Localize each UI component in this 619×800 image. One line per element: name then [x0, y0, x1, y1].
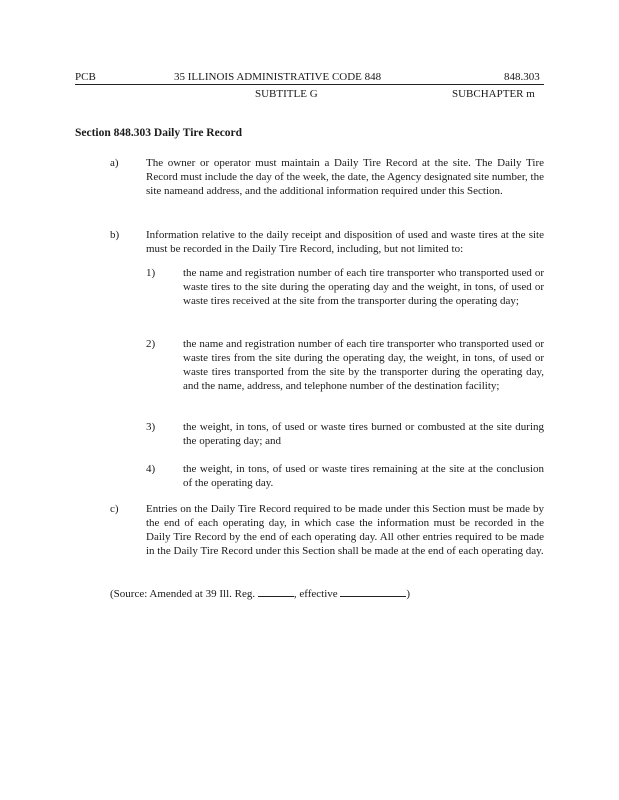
- header-agency: PCB: [75, 71, 96, 83]
- paragraph-c-marker: c): [110, 503, 119, 515]
- header-subchapter: SUBCHAPTER m: [452, 88, 535, 100]
- item-4-marker: 4): [146, 463, 156, 475]
- register-number-blank: [258, 586, 294, 597]
- header-code-title: 35 ILLINOIS ADMINISTRATIVE CODE 848: [174, 71, 382, 83]
- section-title: Section 848.303 Daily Tire Record: [75, 127, 243, 139]
- item-4-text: the weight, in tons, of used or waste tires remaining at the site at the conclusion of the operating day.: [183, 463, 544, 489]
- header-section-number: 848.303: [504, 71, 540, 83]
- header-subtitle: SUBTITLE G: [255, 88, 318, 100]
- paragraph-a-marker: a): [110, 157, 119, 169]
- item-3-marker: 3): [146, 421, 156, 433]
- item-1-marker: 1): [146, 267, 156, 279]
- source-middle: , effective: [293, 588, 338, 600]
- header-rule: [75, 84, 544, 85]
- source-prefix: (Source: Amended at 39 Ill. Reg.: [110, 588, 256, 600]
- paragraph-a-text: The owner or operator must maintain a Daily Tire Record at the site. The Daily Tire Record must include the day of the week, the date, the Agency designated site number, the site nameand address, and the additional information required under this Section.: [146, 157, 544, 197]
- source-note: [110, 586, 410, 601]
- effective-date-blank: [340, 586, 406, 597]
- paragraph-b-text: Information relative to the daily receipt and disposition of used and waste tires at the site must be recorded in the Daily Tire Record, including, but not limited to:: [146, 229, 544, 255]
- item-3-text: the weight, in tons, of used or waste tires burned or combusted at the site during the operating day; and: [183, 421, 544, 447]
- paragraph-b-marker: b): [110, 229, 120, 241]
- item-1-text: the name and registration number of each tire transporter who transported used or waste tires to the site during the operating day and the weight, in tons, of used or waste tires received at the site from the transporter during the operating day;: [183, 267, 544, 307]
- item-2-text: the name and registration number of each tire transporter who transported used or waste tires from the site during the operating day, the weight, in tons, of used or waste tires transported from the site by the transporter during the operating day, and the name, address, and telephone number of the destination facility;: [183, 338, 544, 392]
- source-suffix: ): [406, 588, 411, 600]
- paragraph-c-text: Entries on the Daily Tire Record required to be made under this Section must be made by the end of each operating day, in which case the information must be recorded in the Daily Tire Record by the end of each operating day. All other entries required to be made in the Daily Tire Record under this Section shall be made at the end of each operating day.: [146, 503, 544, 557]
- item-2-marker: 2): [146, 338, 156, 350]
